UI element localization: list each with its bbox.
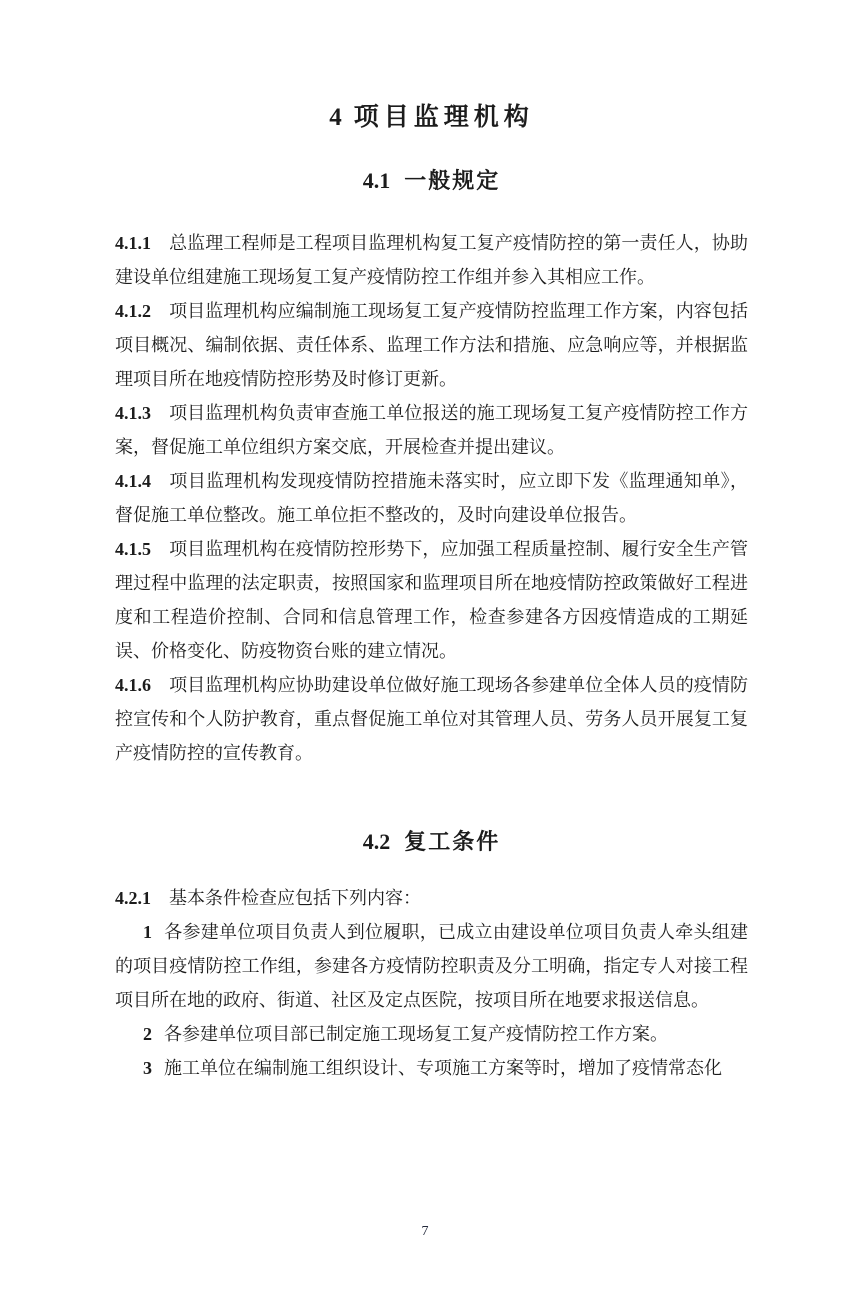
page-number: 7: [421, 1224, 429, 1239]
clause-number: 4.1.3: [115, 403, 151, 423]
clause-4-1-6: [115, 668, 748, 770]
clause-number: 4.1.6: [115, 675, 151, 695]
section-title-text: 复工条件: [404, 829, 501, 854]
clause-text: 项目监理机构在疫情防控形势下，应加强工程质量控制、履行安全生产管理过程中监理的法定职责，按照国家和监理项目所在地疫情防控政策做好工程进度和工程造价控制、合同和信息管理工作，检查参建各方因疫情造成的工期延误、价格变化、防疫物资台账的建立情况。: [115, 539, 748, 661]
section-heading-4-1: [115, 169, 748, 193]
clause-text: 基本条件检查应包括下列内容：: [169, 888, 421, 908]
clause-4-1-1: [115, 226, 748, 294]
clause-number: 4.1.5: [115, 539, 151, 559]
item-number: 1: [143, 922, 152, 942]
clause-text: 项目监理机构应编制施工现场复工复产疫情防控监理工作方案，内容包括项目概况、编制依据、责任体系、监理工作方法和措施、应急响应等，并根据监理项目所在地疫情防控形势及时修订更新。: [115, 301, 748, 389]
chapter-title-text: 项目监理机构: [353, 103, 534, 131]
list-item-3: [115, 1051, 748, 1085]
clause-text: 项目监理机构负责审查施工单位报送的施工现场复工复产疫情防控工作方案，督促施工单位组织方案交底，开展检查并提出建议。: [115, 403, 748, 457]
clause-4-1-4: [115, 464, 748, 532]
chapter-number: 4: [329, 104, 342, 131]
clause-4-1-2: [115, 294, 748, 396]
clause-text: 项目监理机构发现疫情防控措施未落实时，应立即下发《监理通知单》，督促施工单位整改。施工单位拒不整改的，及时向建设单位报告。: [115, 471, 748, 525]
clause-number: 4.2.1: [115, 888, 151, 908]
section-4-2-body: [115, 881, 748, 1085]
chapter-title: [115, 104, 748, 131]
section-4-1-body: [115, 226, 748, 770]
clause-number: 4.1.4: [115, 471, 151, 491]
list-item-1: [115, 915, 748, 1017]
page-content: [115, 104, 748, 1085]
section-number: 4.2: [362, 829, 391, 854]
clause-number: 4.1.1: [115, 233, 151, 253]
section-heading-4-2: [115, 830, 748, 854]
clause-4-1-3: [115, 396, 748, 464]
clause-text: 项目监理机构应协助建设单位做好施工现场各参建单位全体人员的疫情防控宣传和个人防护教育，重点督促施工单位对其管理人员、劳务人员开展复工复产疫情防控的宣传教育。: [115, 675, 748, 763]
clause-4-1-5: [115, 532, 748, 668]
clause-text: 总监理工程师是工程项目监理机构复工复产疫情防控的第一责任人，协助建设单位组建施工现场复工复产疫情防控工作组并参入其相应工作。: [115, 233, 748, 287]
item-text: 施工单位在编制施工组织设计、专项施工方案等时，增加了疫情常态化: [164, 1058, 722, 1078]
section-number: 4.1: [362, 168, 391, 193]
item-number: 3: [143, 1058, 152, 1078]
item-text: 各参建单位项目负责人到位履职，已成立由建设单位项目负责人牵头组建的项目疫情防控工作组，参建各方疫情防控职责及分工明确，指定专人对接工程项目所在地的政府、街道、社区及定点医院，按项目所在地要求报送信息。: [115, 922, 748, 1010]
clause-number: 4.1.2: [115, 301, 151, 321]
document-page: [0, 104, 850, 1306]
clause-4-2-1: [115, 881, 748, 915]
item-number: 2: [143, 1024, 152, 1044]
list-item-2: [115, 1017, 748, 1051]
section-title-text: 一般规定: [404, 168, 501, 193]
item-text: 各参建单位项目部已制定施工现场复工复产疫情防控工作方案。: [164, 1024, 668, 1044]
